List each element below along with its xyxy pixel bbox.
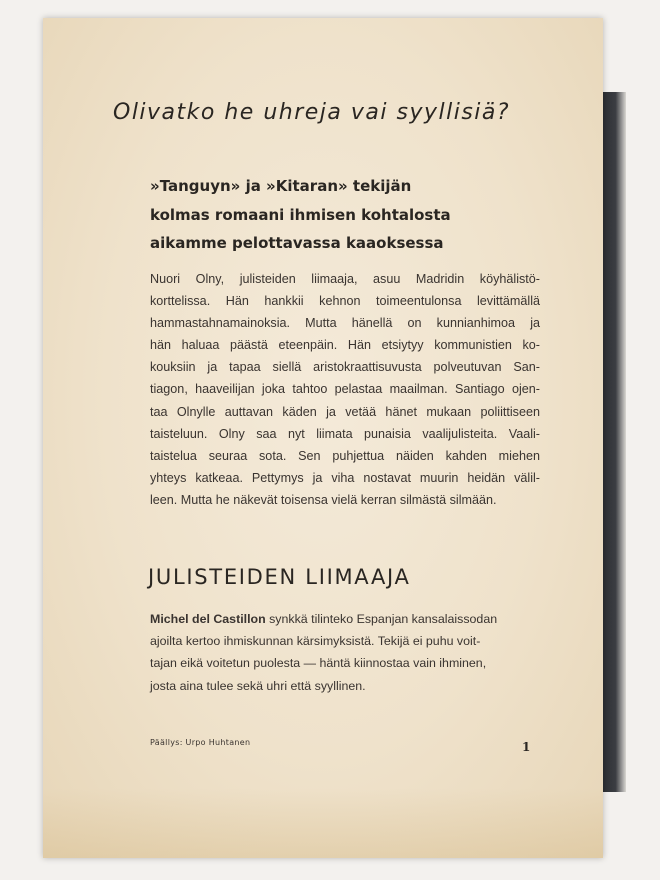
author-paragraph — [150, 608, 545, 697]
author-line: ajoilta kertoo ihmiskunnan kärsimyksistä. Tekijä ei puhu voit- — [150, 634, 481, 649]
synopsis — [150, 268, 540, 511]
background-shadow — [600, 92, 626, 792]
author-name: Michel del Castillon — [150, 612, 266, 626]
author-line-rest: synkkä tilinteko Espanjan kansalaissodan — [265, 612, 498, 626]
synopsis-line: hammastahnamainoksia. Mutta hänellä on kunnianhimoa ja — [150, 316, 540, 331]
synopsis-line: Nuori Olny, julisteiden liimaaja, asuu Madridin köyhälistö- — [150, 272, 540, 286]
synopsis-line: taisteluun. Olny saa nyt liimata punaisia vaalijulisteita. Vaali- — [150, 426, 540, 441]
synopsis-line: tiagon, haaveilijan joka tahtoo pelastaa maailman. Santiago ojen- — [150, 382, 540, 397]
headline: Olivatko he uhreja vai syyllisiä? — [113, 100, 511, 125]
synopsis-line: korttelissa. Hän hankkii kehnon toimeentulonsa levittämällä — [150, 294, 540, 309]
synopsis-line: kouksiin ja tapaa siellä aristokraattisuvusta polveutuvan San- — [150, 360, 540, 375]
subheading-line: »Tanguyn» ja »Kitaran» tekijän — [150, 177, 412, 195]
subheading-line: aikamme pelottavassa kaaoksessa — [150, 234, 444, 252]
author-line: josta aina tulee sekä uhri että syyllinen. — [150, 678, 366, 693]
author-line: tajan eikä voitetun puolesta — häntä kiinnostaa vain ihminen, — [150, 656, 487, 671]
author-line — [150, 608, 545, 630]
page-number: 1 — [522, 740, 531, 754]
cover-credit: Päällys: Urpo Huhtanen — [150, 738, 251, 747]
subheading — [150, 172, 570, 258]
subheading-line: kolmas romaani ihmisen kohtalosta — [150, 205, 451, 224]
book-title: JULISTEIDEN LIIMAAJA — [148, 565, 411, 589]
synopsis-line: yhteys katkeaa. Pettymys ja viha nostavat muurin heidän välil- — [150, 470, 540, 485]
synopsis-line: hän haluaa päästä eteenpäin. Hän etsiytyy kommunistien ko- — [150, 338, 540, 353]
synopsis-line: leen. Mutta he näkevät toisensa vielä kerran silmästä silmään. — [150, 492, 497, 507]
synopsis-line: taa Olnylle auttavan käden ja vetää hänet mukaan poliittiseen — [150, 404, 540, 419]
synopsis-line: taistelua seuraa sota. Sen puhjettua näiden kahden miehen — [150, 448, 540, 463]
